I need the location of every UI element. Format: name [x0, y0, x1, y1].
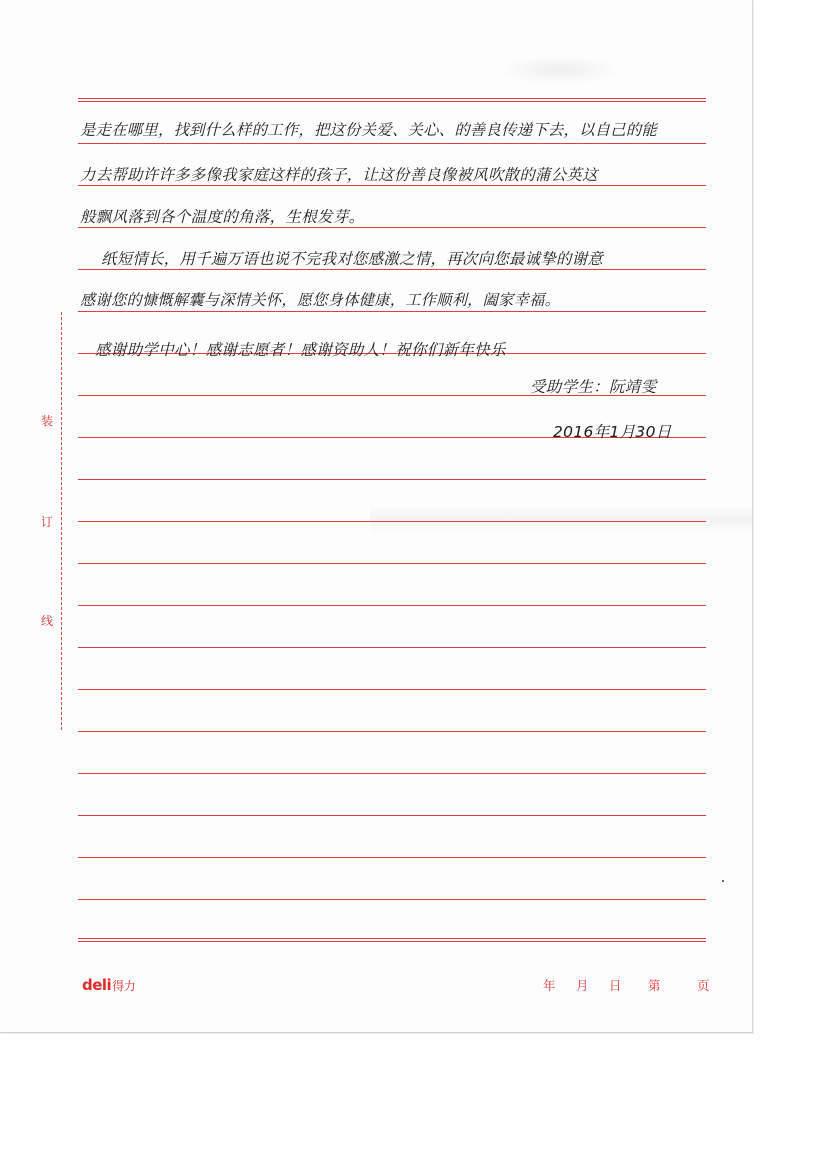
brand-logo	[82, 976, 135, 994]
ruled-line	[78, 773, 706, 774]
ruled-line	[78, 185, 706, 186]
letter-line-5: 感谢您的慷慨解囊与深情关怀，愿您身体健康，工作顺利，阖家幸福。	[80, 291, 561, 309]
ruled-line	[78, 227, 706, 228]
letter-line-4: 纸短情长，用千遍万语也说不完我对您感激之情，再次向您最诚挚的谢意	[101, 250, 604, 268]
signature: 受助学生：阮靖雯	[530, 378, 657, 396]
ruled-line	[78, 899, 706, 900]
ruled-line-top	[78, 98, 706, 102]
letter-line-1: 是走在哪里，找到什么样的工作，把这份关爱、关心、的善良传递下去，以自己的能	[80, 121, 658, 139]
ruled-line	[78, 731, 706, 732]
ruled-line	[78, 311, 706, 312]
ruled-line	[78, 521, 706, 522]
paper-smudge	[500, 55, 620, 85]
binding-char-xian: 线	[41, 614, 54, 628]
ruled-line	[78, 857, 706, 858]
letter-line-6: 感谢助学中心！感谢志愿者！感谢资助人！祝你们新年快乐	[95, 341, 506, 359]
brand-name: deli	[82, 976, 112, 994]
footer-label-year: 年	[543, 978, 556, 993]
ruled-line	[78, 647, 706, 648]
ruled-line	[78, 815, 706, 816]
ink-speck	[722, 880, 724, 882]
binding-char-zhuang: 装	[41, 414, 54, 428]
binding-char-ding: 订	[41, 515, 54, 529]
ruled-line-bottom	[78, 938, 706, 942]
binding-dashed-line	[61, 312, 62, 730]
ruled-line	[78, 689, 706, 690]
footer-label-day: 日	[609, 978, 622, 993]
ruled-line	[78, 479, 706, 480]
ruled-line	[78, 563, 706, 564]
footer-label-month: 月	[576, 978, 589, 993]
ruled-line	[78, 143, 706, 144]
letter-line-2: 力去帮助许许多多像我家庭这样的孩子，让这份善良像被风吹散的蒲公英这	[80, 166, 598, 184]
paper-fold	[370, 505, 752, 535]
letter-date: 2016年1月30日	[553, 423, 672, 441]
footer-label-number: 第	[648, 978, 661, 993]
ruled-line	[78, 269, 706, 270]
brand-name-cn: 得力	[112, 979, 136, 993]
ruled-line	[78, 605, 706, 606]
footer-label-page: 页	[697, 978, 710, 993]
letter-line-3: 般飘风落到各个温度的角落，生根发芽。	[80, 208, 365, 226]
